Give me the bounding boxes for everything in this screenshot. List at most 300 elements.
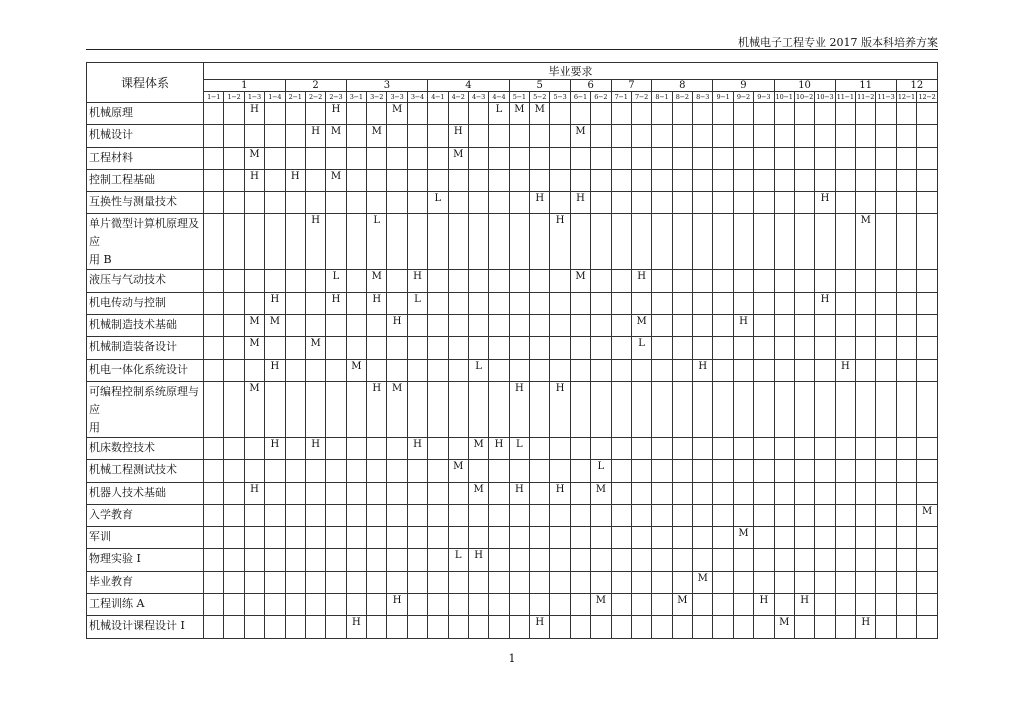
support-level-cell — [387, 125, 407, 147]
course-name: 单片微型计算机原理及 应 用 B — [87, 214, 204, 270]
sub-requirement-header: 1−4 — [265, 92, 285, 103]
support-level-cell — [713, 214, 733, 270]
support-level-cell — [917, 437, 938, 459]
support-level-cell — [754, 437, 774, 459]
support-level-cell — [407, 337, 427, 359]
support-level-cell — [468, 214, 488, 270]
support-level-cell — [550, 125, 570, 147]
support-level-cell — [794, 549, 814, 571]
support-level-cell — [896, 527, 916, 549]
support-level-cell — [876, 616, 896, 638]
sub-requirement-header: 4−3 — [468, 92, 488, 103]
support-level-cell — [754, 504, 774, 526]
sub-requirement-header: 7−2 — [631, 92, 651, 103]
support-level-cell — [530, 460, 550, 482]
support-level-cell — [876, 460, 896, 482]
support-level-cell — [326, 337, 346, 359]
support-level-cell: H — [305, 437, 325, 459]
support-level-cell — [387, 147, 407, 169]
support-level-cell — [346, 315, 366, 337]
support-level-cell — [876, 292, 896, 314]
support-level-cell — [815, 504, 835, 526]
support-level-cell — [713, 270, 733, 292]
support-level-cell — [611, 214, 631, 270]
sub-requirement-header: 9−1 — [713, 92, 733, 103]
support-level-cell — [835, 315, 855, 337]
support-level-cell — [428, 571, 448, 593]
course-name: 可编程控制系统原理与 应 用 — [87, 381, 204, 437]
support-level-cell: H — [815, 192, 835, 214]
support-level-cell — [387, 616, 407, 638]
support-level-cell — [896, 616, 916, 638]
support-level-cell — [794, 315, 814, 337]
support-level-cell — [611, 359, 631, 381]
matrix-body — [87, 103, 938, 639]
support-level-cell — [265, 571, 285, 593]
support-level-cell — [713, 337, 733, 359]
support-level-cell — [631, 381, 651, 437]
support-level-cell — [407, 125, 427, 147]
course-name: 机械制造装备设计 — [87, 337, 204, 359]
support-level-cell — [407, 504, 427, 526]
support-level-cell — [856, 292, 876, 314]
matrix-header — [87, 63, 938, 103]
support-level-cell — [428, 270, 448, 292]
support-level-cell — [468, 594, 488, 616]
support-level-cell — [550, 504, 570, 526]
support-level-cell — [305, 315, 325, 337]
support-level-cell: M — [244, 147, 264, 169]
support-level-cell — [550, 527, 570, 549]
support-level-cell — [672, 549, 692, 571]
support-level-cell — [754, 549, 774, 571]
support-level-cell — [876, 147, 896, 169]
course-name: 军训 — [87, 527, 204, 549]
support-level-cell: H — [367, 381, 387, 437]
support-level-cell — [387, 169, 407, 191]
support-level-cell — [631, 359, 651, 381]
support-level-cell — [204, 337, 224, 359]
support-level-cell: H — [326, 103, 346, 125]
support-level-cell — [204, 381, 224, 437]
support-level-cell — [856, 270, 876, 292]
support-level-cell — [652, 460, 672, 482]
table-row — [87, 437, 938, 459]
support-level-cell — [489, 482, 509, 504]
support-level-cell — [876, 125, 896, 147]
support-level-cell — [917, 359, 938, 381]
support-level-cell — [774, 359, 794, 381]
support-level-cell — [489, 571, 509, 593]
support-level-cell — [917, 270, 938, 292]
support-level-cell — [448, 381, 468, 437]
support-level-cell — [468, 381, 488, 437]
sub-requirement-header: 4−1 — [428, 92, 448, 103]
support-level-cell: L — [489, 103, 509, 125]
support-level-cell: L — [448, 549, 468, 571]
support-level-cell — [652, 337, 672, 359]
support-level-cell — [815, 103, 835, 125]
support-level-cell — [713, 504, 733, 526]
support-level-cell — [754, 315, 774, 337]
support-level-cell — [326, 192, 346, 214]
support-level-cell: M — [326, 169, 346, 191]
support-level-cell — [468, 192, 488, 214]
support-level-cell — [468, 460, 488, 482]
support-level-cell — [774, 214, 794, 270]
support-level-cell — [774, 594, 794, 616]
course-name: 工程材料 — [87, 147, 204, 169]
support-level-cell — [346, 192, 366, 214]
support-level-cell — [733, 571, 753, 593]
support-level-cell — [835, 594, 855, 616]
support-level-cell — [611, 270, 631, 292]
support-level-cell — [754, 125, 774, 147]
support-level-cell — [733, 437, 753, 459]
support-level-cell — [611, 192, 631, 214]
support-level-cell — [652, 214, 672, 270]
support-level-cell — [774, 549, 794, 571]
support-level-cell — [611, 616, 631, 638]
support-level-cell — [896, 103, 916, 125]
support-level-cell — [285, 337, 305, 359]
support-level-cell — [509, 594, 529, 616]
support-level-cell — [570, 147, 590, 169]
support-level-cell — [754, 616, 774, 638]
support-level-cell: H — [244, 482, 264, 504]
support-level-cell — [407, 594, 427, 616]
support-level-cell — [346, 169, 366, 191]
support-level-cell — [815, 147, 835, 169]
support-level-cell — [672, 147, 692, 169]
support-level-cell: H — [387, 594, 407, 616]
support-level-cell — [652, 147, 672, 169]
support-level-cell — [387, 270, 407, 292]
support-level-cell — [428, 437, 448, 459]
support-level-cell: H — [794, 594, 814, 616]
requirement-group-header: 5 — [509, 80, 570, 92]
support-level-cell — [611, 482, 631, 504]
support-level-cell — [224, 315, 244, 337]
support-level-cell — [591, 359, 611, 381]
table-row — [87, 460, 938, 482]
support-level-cell — [244, 571, 264, 593]
sub-requirement-header: 9−3 — [754, 92, 774, 103]
support-level-cell — [631, 103, 651, 125]
support-level-cell — [754, 381, 774, 437]
support-level-cell — [713, 292, 733, 314]
support-level-cell — [530, 147, 550, 169]
support-level-cell — [448, 315, 468, 337]
support-level-cell — [652, 527, 672, 549]
support-level-cell — [468, 103, 488, 125]
support-level-cell — [815, 527, 835, 549]
support-level-cell — [326, 359, 346, 381]
support-level-cell — [754, 359, 774, 381]
support-level-cell — [652, 315, 672, 337]
support-level-cell: H — [570, 192, 590, 214]
support-level-cell — [672, 381, 692, 437]
support-level-cell — [244, 594, 264, 616]
support-level-cell — [896, 482, 916, 504]
support-level-cell — [550, 594, 570, 616]
support-level-cell — [693, 594, 713, 616]
course-name: 入学教育 — [87, 504, 204, 526]
support-level-cell — [754, 169, 774, 191]
support-level-cell: H — [733, 315, 753, 337]
support-level-cell — [611, 504, 631, 526]
support-level-cell — [794, 381, 814, 437]
support-level-cell — [917, 527, 938, 549]
support-level-cell — [468, 337, 488, 359]
course-name: 毕业教育 — [87, 571, 204, 593]
sub-requirement-header: 3−2 — [367, 92, 387, 103]
support-level-cell — [815, 482, 835, 504]
support-level-cell — [448, 616, 468, 638]
support-level-cell — [856, 594, 876, 616]
support-level-cell — [285, 549, 305, 571]
support-level-cell: H — [631, 270, 651, 292]
support-level-cell — [917, 169, 938, 191]
support-level-cell — [367, 504, 387, 526]
support-level-cell — [896, 214, 916, 270]
table-row — [87, 504, 938, 526]
support-level-cell — [672, 125, 692, 147]
support-level-cell — [591, 125, 611, 147]
support-level-cell — [509, 337, 529, 359]
support-level-cell — [489, 147, 509, 169]
support-level-cell — [285, 381, 305, 437]
support-level-cell — [448, 192, 468, 214]
support-level-cell — [326, 214, 346, 270]
support-level-cell — [204, 315, 224, 337]
support-level-cell — [794, 359, 814, 381]
sub-requirement-header: 11−2 — [857, 93, 875, 101]
support-level-cell — [917, 482, 938, 504]
support-level-cell — [489, 125, 509, 147]
support-level-cell — [774, 192, 794, 214]
support-level-cell — [611, 125, 631, 147]
support-level-cell — [631, 147, 651, 169]
support-level-cell — [733, 169, 753, 191]
support-level-cell — [570, 527, 590, 549]
support-level-cell — [774, 147, 794, 169]
support-level-cell — [346, 381, 366, 437]
support-level-cell — [774, 169, 794, 191]
support-level-cell — [428, 292, 448, 314]
support-level-cell — [550, 192, 570, 214]
support-level-cell — [428, 103, 448, 125]
support-level-cell — [591, 192, 611, 214]
support-level-cell — [550, 315, 570, 337]
support-level-cell — [672, 437, 692, 459]
table-row — [87, 381, 938, 437]
support-level-cell — [693, 460, 713, 482]
support-level-cell — [428, 549, 448, 571]
support-level-cell — [754, 571, 774, 593]
table-row — [87, 594, 938, 616]
support-level-cell — [713, 482, 733, 504]
sub-requirement-header: 10−2 — [796, 93, 814, 101]
course-name: 液压与气动技术 — [87, 270, 204, 292]
support-level-cell — [407, 527, 427, 549]
support-level-cell — [815, 125, 835, 147]
support-level-cell — [713, 571, 733, 593]
support-level-cell — [693, 504, 713, 526]
course-name: 机械原理 — [87, 103, 204, 125]
support-level-cell — [346, 594, 366, 616]
support-level-cell — [428, 214, 448, 270]
support-level-cell — [550, 549, 570, 571]
support-level-cell — [631, 504, 651, 526]
support-level-cell — [468, 147, 488, 169]
support-level-cell — [713, 381, 733, 437]
support-level-cell: H — [367, 292, 387, 314]
support-level-cell: M — [591, 594, 611, 616]
support-level-cell — [672, 292, 692, 314]
support-level-cell — [815, 594, 835, 616]
table-row — [87, 147, 938, 169]
support-level-cell — [224, 103, 244, 125]
support-level-cell: H — [407, 437, 427, 459]
support-level-cell — [631, 125, 651, 147]
support-level-cell — [346, 147, 366, 169]
support-level-cell — [550, 270, 570, 292]
support-level-cell — [652, 103, 672, 125]
support-level-cell — [367, 103, 387, 125]
support-level-cell — [733, 192, 753, 214]
support-level-cell — [550, 460, 570, 482]
support-level-cell — [428, 381, 448, 437]
support-level-cell — [346, 214, 366, 270]
support-level-cell: H — [468, 549, 488, 571]
support-level-cell — [896, 125, 916, 147]
support-level-cell: M — [367, 125, 387, 147]
support-level-cell — [693, 616, 713, 638]
support-level-cell — [265, 214, 285, 270]
support-level-cell — [326, 381, 346, 437]
support-level-cell — [224, 125, 244, 147]
course-name: 机械制造技术基础 — [87, 315, 204, 337]
support-level-cell — [652, 270, 672, 292]
support-level-cell — [550, 169, 570, 191]
support-level-cell — [591, 616, 611, 638]
support-level-cell — [856, 549, 876, 571]
support-level-cell: H — [550, 214, 570, 270]
support-level-cell — [693, 549, 713, 571]
support-level-cell — [407, 192, 427, 214]
support-level-cell — [631, 527, 651, 549]
support-level-cell — [754, 482, 774, 504]
course-requirement-matrix — [86, 62, 938, 639]
support-level-cell — [794, 571, 814, 593]
support-level-cell — [305, 527, 325, 549]
support-level-cell — [468, 616, 488, 638]
support-level-cell — [591, 381, 611, 437]
support-level-cell — [530, 214, 550, 270]
support-level-cell — [509, 460, 529, 482]
support-level-cell — [489, 270, 509, 292]
support-level-cell — [876, 192, 896, 214]
support-level-cell — [917, 292, 938, 314]
support-level-cell — [285, 315, 305, 337]
support-level-cell — [733, 292, 753, 314]
support-level-cell — [346, 437, 366, 459]
support-level-cell — [387, 571, 407, 593]
support-level-cell: M — [305, 337, 325, 359]
support-level-cell — [591, 437, 611, 459]
support-level-cell — [713, 460, 733, 482]
support-level-cell — [876, 437, 896, 459]
support-level-cell: L — [591, 460, 611, 482]
support-level-cell — [876, 169, 896, 191]
support-level-cell — [346, 527, 366, 549]
support-level-cell — [265, 381, 285, 437]
support-level-cell — [305, 103, 325, 125]
support-level-cell — [204, 359, 224, 381]
support-level-cell — [733, 359, 753, 381]
support-level-cell — [774, 337, 794, 359]
support-level-cell — [530, 270, 550, 292]
support-level-cell — [285, 292, 305, 314]
sub-requirement-header: 1−1 — [204, 92, 224, 103]
support-level-cell — [489, 549, 509, 571]
support-level-cell — [428, 147, 448, 169]
sub-requirement-header: 2−3 — [326, 92, 346, 103]
support-level-cell — [530, 359, 550, 381]
support-level-cell — [856, 437, 876, 459]
support-level-cell — [346, 125, 366, 147]
support-level-cell — [570, 381, 590, 437]
support-level-cell — [835, 214, 855, 270]
table-row — [87, 315, 938, 337]
support-level-cell — [754, 460, 774, 482]
sub-requirement-header: 5−2 — [530, 92, 550, 103]
support-level-cell — [570, 594, 590, 616]
support-level-cell — [265, 482, 285, 504]
support-level-cell — [224, 192, 244, 214]
support-level-cell — [876, 594, 896, 616]
support-level-cell — [224, 571, 244, 593]
support-level-cell — [550, 437, 570, 459]
support-level-cell — [305, 147, 325, 169]
support-level-cell: M — [367, 270, 387, 292]
support-level-cell — [835, 337, 855, 359]
support-level-cell — [733, 460, 753, 482]
support-level-cell: L — [367, 214, 387, 270]
support-level-cell — [428, 482, 448, 504]
support-level-cell — [285, 359, 305, 381]
support-level-cell — [428, 527, 448, 549]
support-level-cell — [448, 337, 468, 359]
support-level-cell — [835, 147, 855, 169]
support-level-cell — [285, 125, 305, 147]
support-level-cell — [774, 482, 794, 504]
table-row — [87, 192, 938, 214]
support-level-cell — [631, 192, 651, 214]
support-level-cell — [856, 504, 876, 526]
support-level-cell — [856, 381, 876, 437]
sub-requirement-header: 3−3 — [387, 92, 407, 103]
requirement-group-header: 2 — [285, 80, 346, 92]
support-level-cell — [876, 359, 896, 381]
support-level-cell — [815, 214, 835, 270]
support-level-cell — [774, 315, 794, 337]
support-level-cell: M — [917, 504, 938, 526]
support-level-cell — [387, 214, 407, 270]
support-level-cell — [326, 527, 346, 549]
support-level-cell — [244, 616, 264, 638]
